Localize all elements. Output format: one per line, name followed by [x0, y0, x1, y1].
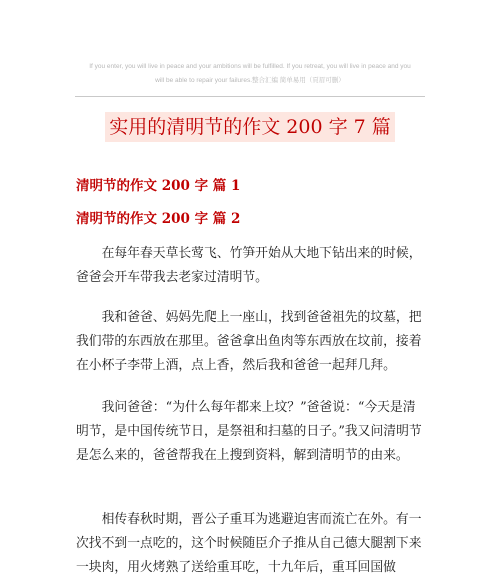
section-heading-2: 清明节的作文 200 字 篇 2 [76, 211, 241, 227]
header-divider [75, 96, 425, 97]
paragraph-4: 相传春秋时期，晋公子重耳为逃避迫害而流亡在外。有一次找不到一点吃的，这个时候随臣介子推从自己德大腿割下来一块肉，用火烤熟了送给重耳吃，十九年后，重耳回国做 [76, 512, 422, 575]
header-note-line-2: will be able to repair your failures.整合汇编 简单易用（頁眉可删） [155, 77, 345, 84]
paragraph-3: 我问爸爸：“为什么每年都来上坟？”爸爸说：“今天是清明节，是中国传统节日，是祭祖和扫墓的日子。”我又问清明节是怎么来的，爸爸帮我在上搜到资料，解到清明节的由来。 [76, 400, 422, 463]
header-note-line-1: If you enter, you will live in peace and your ambitions will be fulfilled. If you retreat, you will live in peace and you [89, 63, 411, 70]
paragraph-2: 我和爸爸、妈妈先爬上一座山，找到爸爸祖先的坟墓，把我们带的东西放在那里。爸爸拿出鱼肉等东西放在坟前，接着在小杯子李带上酒，点上香，然后我和爸爸一起拜几拜。 [76, 310, 422, 373]
header-note [20, 60, 480, 88]
paragraph-1: 在每年春天草长莺飞、竹笋开始从大地下钻出来的时候，爸爸会开车带我去老家过清明节。 [76, 246, 422, 285]
section-heading-1: 清明节的作文 200 字 篇 1 [76, 178, 241, 194]
document-title-text: 实用的清明节的作文 200 字 7 篇 [105, 112, 395, 142]
document-title [0, 112, 500, 142]
